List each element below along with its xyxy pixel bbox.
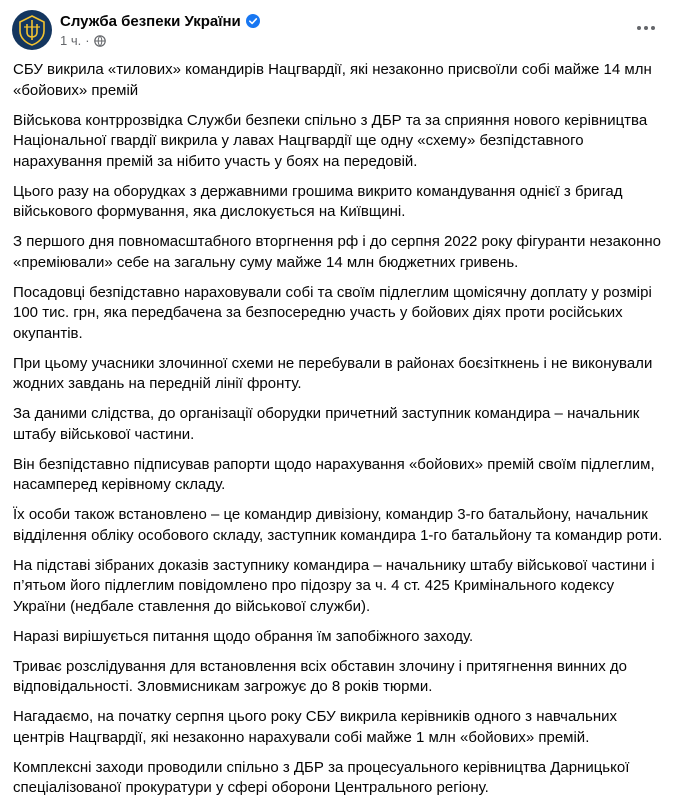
post-paragraph: Нагадаємо, на початку серпня цього року СБУ викрила керівників одного з навчальних центрів Нацгвардії, які незаконно нарахували собі майже 1 млн «бойових» премій. (13, 708, 618, 746)
more-options-button[interactable] (628, 10, 664, 46)
post-paragraph: За даними слідства, до організації оборудки причетний заступник командира – начальник штабу військової частини. (13, 405, 640, 443)
post-timestamp[interactable]: 1 ч. (60, 33, 82, 48)
post-paragraph: З першого дня повномасштабного вторгнення рф і до серпня 2022 року фігуранти незаконно «преміювали» себе на загальну суму майже 14 млн бюджетних гривень. (13, 233, 662, 271)
sbu-emblem-icon (17, 14, 47, 46)
post-paragraph: При цьому учасники злочинної схеми не перебували в районах боєзіткнень і не виконували жодних завдань на передній лінії фронту. (13, 354, 653, 392)
page-avatar[interactable] (12, 10, 52, 50)
post-paragraph: Комплексні заходи проводили спільно з ДБР за процесуального керівництва Дарницької спеціалізованої прокуратури у сфері оборони Центрального регіону. (13, 758, 630, 796)
globe-icon[interactable] (94, 35, 106, 47)
more-options-icon (644, 26, 648, 30)
post-paragraph: Цього разу на оборудках з державними грошима викрито командування однієї з бригад військового формування, яка дислокується на Київщині. (13, 182, 623, 220)
verified-badge-icon (246, 14, 260, 28)
post-paragraph: СБУ викрила «тилових» командирів Нацгвардії, які незаконно присвоїли собі майже 14 млн «бойових» премій (13, 61, 652, 99)
post-paragraph: Триває розслідування для встановлення всіх обставин злочину і притягнення винних до відповідальності. Зловмисникам загрожує до 8 років тюрми. (13, 657, 627, 695)
post-paragraph: На підставі зібраних доказів заступнику командира – начальнику штабу військової частини і п’ятьом його підлеглим повідомлено про підозру за ч. 4 ст. 425 Кримінального кодексу України (недбале ставлення до військової служби). (13, 556, 655, 615)
post-paragraph: Наразі вирішується питання щодо обрання їм запобіжного заходу. (13, 627, 474, 645)
post-paragraph: Посадовці безпідставно нараховували собі та своїм підлеглим щомісячну доплату у розмірі 100 тис. грн, яка передбачена за безпосередню участь у бойових діях проти російських окупантів. (13, 283, 652, 342)
post-header (12, 6, 664, 54)
post-paragraph: Військова контррозвідка Служби безпеки спільно з ДБР та за сприяння нового керівництва Національної гвардії викрила у лавах Нацгвардії ще одну «схему» безпідставного нарахування премій за нібито участь у боях на передовій. (13, 111, 648, 170)
more-options-icon (651, 26, 655, 30)
post-paragraph: Їх особи також встановлено – це командир дивізіону, командир 3-го батальйону, начальник відділення обліку особового складу, заступник командира 1-го батальйону та командир роти. (13, 506, 663, 544)
more-options-icon (637, 26, 641, 30)
post-paragraph: Він безпідставно підписував рапорти щодо нарахування «бойових» премій своїм підлеглим, насамперед керівному складу. (13, 455, 655, 493)
post-body (13, 60, 666, 799)
page-name[interactable]: Служба безпеки України (60, 12, 241, 30)
meta-separator: · (85, 33, 90, 48)
